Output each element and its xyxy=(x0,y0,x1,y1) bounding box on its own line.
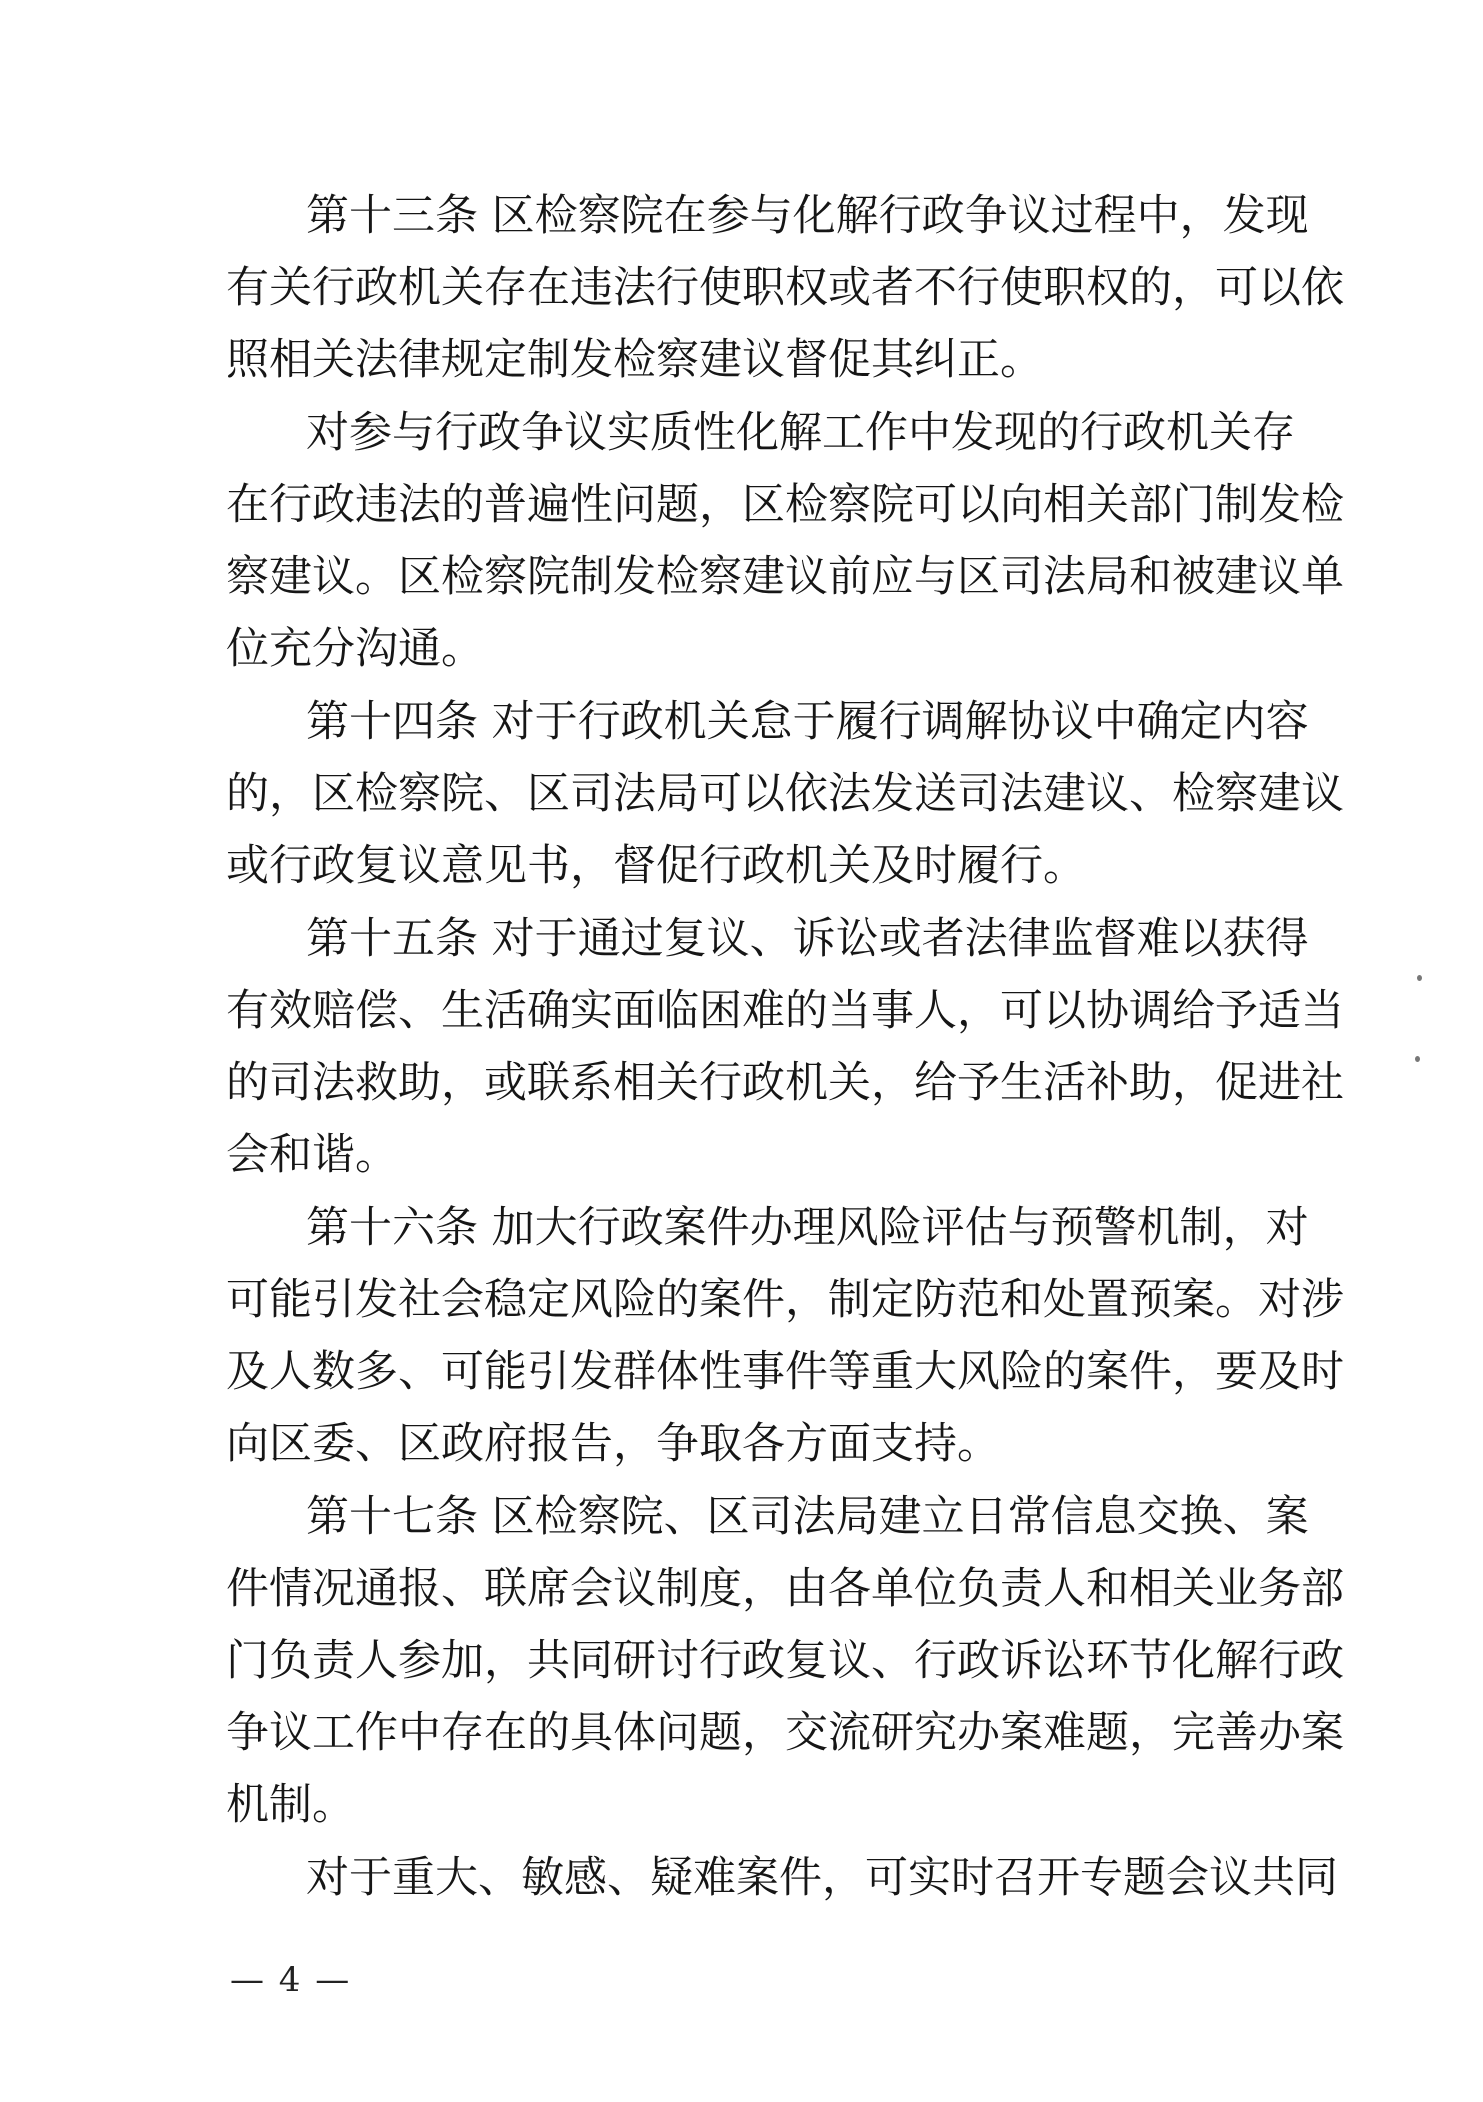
article-16-line-2: 可能引发社会稳定风险的案件，制定防范和处置预案。对涉 xyxy=(226,1275,1344,1325)
scan-speck xyxy=(1415,1056,1420,1062)
article-13-para2-line-2: 在行政违法的普遍性问题，区检察院可以向相关部门制发检 xyxy=(226,480,1344,530)
article-17-line-1: 第十七条 区检察院、区司法局建立日常信息交换、案 xyxy=(306,1492,1309,1542)
article-13-line-1: 第十三条 区检察院在参与化解行政争议过程中，发现 xyxy=(306,191,1309,241)
article-17-line-2: 件情况通报、联席会议制度，由各单位负责人和相关业务部 xyxy=(226,1564,1344,1614)
article-15-line-3: 的司法救助，或联系相关行政机关，给予生活补助，促进社 xyxy=(226,1058,1344,1108)
article-14-line-3: 或行政复议意见书，督促行政机关及时履行。 xyxy=(226,841,1086,891)
article-14-line-1: 第十四条 对于行政机关怠于履行调解协议中确定内容 xyxy=(306,697,1309,747)
article-13-para2-line-3: 察建议。区检察院制发检察建议前应与区司法局和被建议单 xyxy=(226,552,1344,602)
page-number: — 4 — xyxy=(230,1960,352,2000)
article-15-line-2: 有效赔偿、生活确实面临困难的当事人，可以协调给予适当 xyxy=(226,986,1344,1036)
article-15-line-4: 会和谐。 xyxy=(226,1130,398,1180)
article-15-line-1: 第十五条 对于通过复议、诉讼或者法律监督难以获得 xyxy=(306,914,1309,964)
article-13-para2-line-4: 位充分沟通。 xyxy=(226,624,484,674)
article-16-line-4: 向区委、区政府报告，争取各方面支持。 xyxy=(226,1419,1000,1469)
article-17-line-3: 门负责人参加，共同研讨行政复议、行政诉讼环节化解行政 xyxy=(226,1636,1344,1686)
article-16-line-3: 及人数多、可能引发群体性事件等重大风险的案件，要及时 xyxy=(226,1347,1344,1397)
scan-speck xyxy=(1417,975,1422,981)
article-13-line-2: 有关行政机关存在违法行使职权或者不行使职权的，可以依 xyxy=(226,263,1344,313)
article-17-line-5: 机制。 xyxy=(226,1780,355,1830)
article-14-line-2: 的，区检察院、区司法局可以依法发送司法建议、检察建议 xyxy=(226,769,1344,819)
article-16-line-1: 第十六条 加大行政案件办理风险评估与预警机制，对 xyxy=(306,1203,1309,1253)
article-13-para2-line-1: 对参与行政争议实质性化解工作中发现的行政机关存 xyxy=(306,408,1295,458)
article-17-line-4: 争议工作中存在的具体问题，交流研究办案难题，完善办案 xyxy=(226,1708,1344,1758)
article-13-line-3: 照相关法律规定制发检察建议督促其纠正。 xyxy=(226,335,1043,385)
article-17-para2-line-1: 对于重大、敏感、疑难案件，可实时召开专题会议共同 xyxy=(306,1853,1338,1903)
